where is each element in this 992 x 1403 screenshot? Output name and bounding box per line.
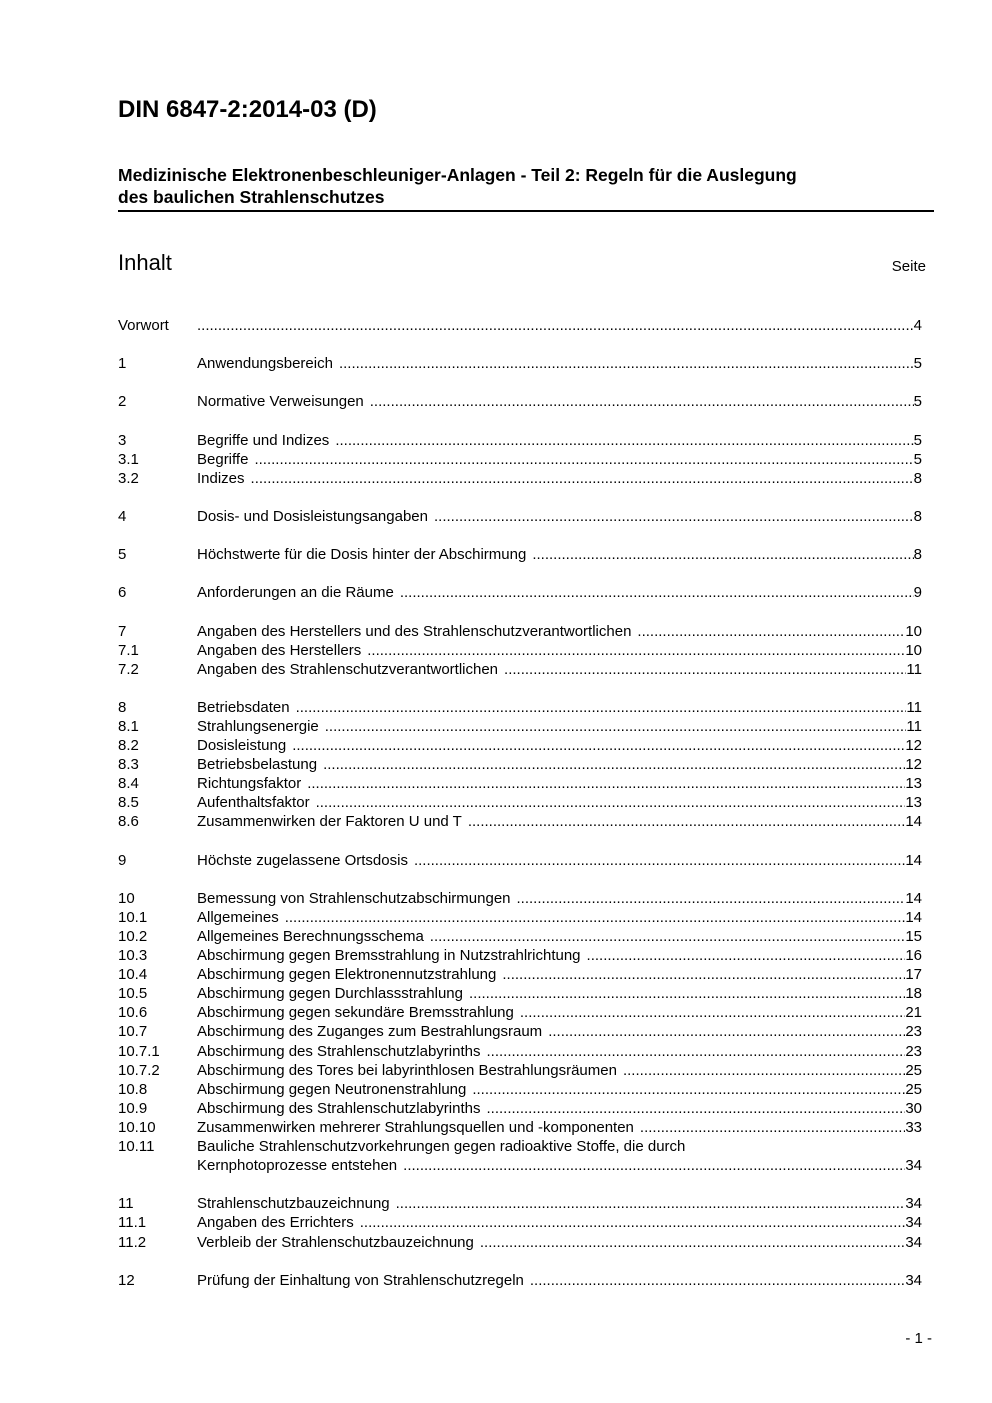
toc-entry-title: Anwendungsbereich xyxy=(197,355,333,373)
toc-entry-title: Prüfung der Einhaltung von Strahlenschutzregeln xyxy=(197,1271,524,1289)
toc-entry-number: 10.6 xyxy=(118,1004,148,1022)
toc-entry-title: Richtungsfaktor xyxy=(197,775,302,793)
toc-entry-title: Bauliche Strahlenschutzvorkehrungen gegen radioaktive Stoffe, die durch xyxy=(197,1138,686,1156)
toc-entry-number: 10.8 xyxy=(118,1080,148,1098)
toc-entry[interactable] xyxy=(118,927,922,946)
toc-entry-number: 10.7.1 xyxy=(118,1042,160,1060)
toc-entry-number: 8.2 xyxy=(118,737,139,755)
toc-entry-line xyxy=(197,812,922,831)
toc-entry-number: 3 xyxy=(118,431,127,449)
toc-leader-dots xyxy=(251,469,914,488)
toc-entry-page: 9 xyxy=(913,584,922,602)
toc-entry-page: 15 xyxy=(905,928,922,945)
toc-entry-page: 25 xyxy=(905,1080,922,1098)
toc-entry-line xyxy=(197,1156,922,1175)
toc-entry-page: 11 xyxy=(906,698,922,716)
toc-entry-title: Abschirmung gegen Bremsstrahlung in Nutzstrahlrichtung xyxy=(197,947,581,965)
toc-entry-line xyxy=(197,1271,922,1290)
toc-leader-dots xyxy=(587,946,906,965)
toc-entry-number: 10.7.2 xyxy=(118,1061,160,1079)
toc-entry[interactable] xyxy=(118,583,922,602)
toc-leader-dots xyxy=(430,927,906,946)
toc-heading: Inhalt xyxy=(118,250,172,275)
table-of-contents xyxy=(118,316,922,1290)
toc-entry-number: 8.3 xyxy=(118,756,139,774)
toc-entry-number: 10.7 xyxy=(118,1023,148,1041)
toc-entry-page: 12 xyxy=(905,737,922,755)
toc-entry[interactable] xyxy=(118,812,922,831)
toc-entry-page: 8 xyxy=(913,507,922,525)
toc-entry[interactable] xyxy=(118,774,922,793)
toc-entry[interactable] xyxy=(118,1003,922,1022)
toc-entry-page: 23 xyxy=(905,1042,922,1060)
toc-entry-line xyxy=(197,622,922,641)
toc-leader-dots xyxy=(296,698,907,717)
toc-entry-title: Allgemeines Berechnungsschema xyxy=(197,928,424,945)
toc-entry-line xyxy=(197,431,922,450)
toc-entry-line xyxy=(197,392,922,411)
toc-entry-line xyxy=(197,1099,922,1118)
toc-entry-page: 13 xyxy=(905,794,922,812)
toc-entry-title: Strahlungsenergie xyxy=(197,717,319,735)
toc-entry[interactable] xyxy=(118,545,922,564)
toc-entry-line xyxy=(197,1080,922,1099)
toc-entry-line xyxy=(197,755,922,774)
toc-leader-dots xyxy=(480,1233,905,1252)
toc-entry-number: 7.2 xyxy=(118,660,139,678)
document-title: DIN 6847-2:2014-03 (D) xyxy=(118,96,377,123)
toc-entry-title: Verbleib der Strahlenschutzbauzeichnung xyxy=(197,1233,474,1251)
toc-entry-line xyxy=(197,1061,922,1080)
toc-entry-line xyxy=(197,660,922,679)
toc-entry-line xyxy=(197,641,922,660)
toc-entry-number: 7 xyxy=(118,622,127,640)
toc-entry-page: 10 xyxy=(905,641,922,659)
toc-entry-number: 10.11 xyxy=(118,1138,155,1156)
toc-leader-dots xyxy=(339,354,914,373)
toc-entry-number: 10 xyxy=(118,889,135,907)
toc-entry-number: 10.10 xyxy=(118,1118,156,1136)
toc-entry-title: Angaben des Strahlenschutzverantwortlichen xyxy=(197,660,499,678)
toc-entry[interactable] xyxy=(118,507,922,526)
toc-entry-line xyxy=(197,469,922,488)
toc-entry-number: 6 xyxy=(118,584,127,602)
toc-entry-page: 4 xyxy=(913,317,922,334)
toc-entry-number: 8.1 xyxy=(118,717,139,735)
toc-leader-dots xyxy=(520,1003,905,1022)
toc-entry[interactable] xyxy=(118,717,922,736)
toc-entry-page: 14 xyxy=(905,889,922,907)
toc-entry-title: Abschirmung des Tores bei labyrinthlosen Bestrahlungsräumen xyxy=(197,1061,617,1079)
toc-entry[interactable] xyxy=(118,622,922,641)
toc-entry-title: Aufenthaltsfaktor xyxy=(197,794,310,812)
toc-entry-line xyxy=(197,354,922,373)
toc-entry-page: 21 xyxy=(905,1004,922,1022)
toc-entry-title: Begriffe und Indizes xyxy=(197,431,330,449)
toc-entry-page: 33 xyxy=(905,1118,922,1136)
toc-entry-number: 11 xyxy=(118,1195,134,1213)
toc-entry-title: Dosis- und Dosisleistungsangaben xyxy=(197,507,428,525)
toc-entry-number: 5 xyxy=(118,546,127,564)
toc-leader-dots xyxy=(530,1271,905,1290)
toc-entry-number: 8.6 xyxy=(118,813,139,831)
toc-entry-line xyxy=(197,698,922,717)
toc-entry-number: 3.1 xyxy=(118,450,139,468)
toc-leader-dots xyxy=(197,316,914,335)
toc-entry[interactable] xyxy=(118,469,922,488)
toc-entry-title: Kernphotoprozesse entstehen xyxy=(197,1157,398,1175)
toc-leader-dots xyxy=(403,1156,905,1175)
toc-entry-page: 34 xyxy=(905,1195,922,1213)
toc-entry-line xyxy=(197,1042,922,1061)
toc-entry-page: 18 xyxy=(905,985,922,1003)
document-subtitle xyxy=(118,164,934,212)
toc-entry-page: 5 xyxy=(913,355,922,373)
toc-entry-number: 8.4 xyxy=(118,775,139,793)
toc-entry-number: 10.4 xyxy=(118,966,148,984)
toc-entry[interactable] xyxy=(118,450,922,469)
toc-entry-title: Abschirmung gegen Durchlassstrahlung xyxy=(197,985,463,1003)
toc-entry-title: Abschirmung gegen Elektronennutzstrahlung xyxy=(197,966,497,984)
toc-entry-title: Höchstwerte für die Dosis hinter der Abschirmung xyxy=(197,546,527,564)
toc-entry-number: 7.1 xyxy=(118,641,139,659)
toc-entry-number: 3.2 xyxy=(118,469,139,487)
toc-entry[interactable] xyxy=(118,1194,922,1213)
toc-entry-page: 14 xyxy=(905,908,922,926)
toc-entry-title: Betriebsdaten xyxy=(197,698,290,716)
toc-leader-dots xyxy=(370,392,914,411)
toc-entry-title: Dosisleistung xyxy=(197,737,287,755)
toc-leader-dots xyxy=(623,1061,905,1080)
toc-leader-dots xyxy=(360,1213,906,1232)
subtitle-line-1: Medizinische Elektronenbeschleuniger-Anlagen - Teil 2: Regeln für die Auslegung xyxy=(118,165,797,185)
toc-entry[interactable] xyxy=(118,1022,922,1041)
toc-entry[interactable] xyxy=(118,1118,922,1137)
toc-entry[interactable] xyxy=(118,889,922,908)
toc-entry-page: 5 xyxy=(913,431,922,449)
toc-entry-page: 17 xyxy=(905,966,922,984)
toc-entry-page: 5 xyxy=(913,393,922,411)
toc-entry-title: Angaben des Herstellers und des Strahlenschutzverantwortlichen xyxy=(197,622,632,640)
toc-entry-number: 8 xyxy=(118,698,127,716)
toc-entry-page: 11 xyxy=(906,660,922,678)
toc-entry-line xyxy=(197,507,922,526)
toc-entry-line xyxy=(197,793,922,812)
toc-entry-page: 25 xyxy=(905,1061,922,1079)
toc-entry-number: 2 xyxy=(118,393,127,411)
toc-entry-line xyxy=(197,908,922,927)
toc-entry-number: 9 xyxy=(118,851,127,869)
toc-entry-title: Strahlenschutzbauzeichnung xyxy=(197,1195,390,1213)
toc-entry[interactable] xyxy=(118,354,922,373)
toc-leader-dots xyxy=(400,583,914,602)
toc-entry-title: Anforderungen an die Räume xyxy=(197,584,394,602)
toc-entry-page: 34 xyxy=(905,1157,922,1175)
toc-entry-line xyxy=(197,1233,922,1252)
toc-entry-page: 8 xyxy=(913,469,922,487)
toc-leader-dots xyxy=(396,1194,906,1213)
toc-entry-line xyxy=(197,736,922,755)
toc-entry[interactable] xyxy=(118,698,922,717)
toc-leader-dots xyxy=(367,641,905,660)
toc-entry[interactable] xyxy=(118,946,922,965)
toc-entry[interactable] xyxy=(118,1213,922,1232)
toc-entry[interactable] xyxy=(118,908,922,927)
toc-entry-title: Höchste zugelassene Ortsdosis xyxy=(197,851,408,869)
toc-entry-title: Allgemeines xyxy=(197,908,279,926)
toc-entry-title: Zusammenwirken mehrerer Strahlungsquellen und -komponenten xyxy=(197,1118,634,1136)
toc-entry-page: 5 xyxy=(913,450,922,468)
toc-entry[interactable] xyxy=(118,1061,922,1080)
toc-leader-dots xyxy=(486,1099,905,1118)
toc-entry-number: 10.9 xyxy=(118,1099,148,1117)
toc-entry-title: Abschirmung des Strahlenschutzlabyrinths xyxy=(197,1099,481,1117)
toc-entry-page: 8 xyxy=(913,546,922,564)
toc-entry-line xyxy=(197,316,922,335)
toc-entry-page: 30 xyxy=(905,1099,922,1117)
subtitle-line-2: des baulichen Strahlenschutzes xyxy=(118,187,385,207)
toc-entry-number: 1 xyxy=(118,355,127,373)
toc-entry-line xyxy=(197,927,922,946)
toc-entry-number: 8.5 xyxy=(118,794,139,812)
toc-entry[interactable] xyxy=(118,1233,922,1252)
toc-leader-dots xyxy=(325,717,907,736)
toc-entry-title: Abschirmung gegen sekundäre Bremsstrahlung xyxy=(197,1004,514,1022)
toc-entry-title: Begriffe xyxy=(197,450,249,468)
toc-leader-dots xyxy=(468,812,905,831)
toc-entry-page: 10 xyxy=(905,622,922,640)
toc-entry-line xyxy=(197,984,922,1003)
toc-entry-title: Abschirmung des Strahlenschutzlabyrinths xyxy=(197,1042,481,1060)
page-column-label: Seite xyxy=(891,258,926,275)
toc-leader-dots xyxy=(316,793,906,812)
toc-entry-line xyxy=(197,774,922,793)
toc-entry-line xyxy=(197,965,922,984)
toc-entry-line xyxy=(197,946,922,965)
toc-entry-title: Angaben des Herstellers xyxy=(197,641,362,659)
toc-leader-dots xyxy=(307,774,905,793)
toc-entry-number: 10.5 xyxy=(118,985,148,1003)
toc-entry[interactable] xyxy=(118,1271,922,1290)
toc-entry-line xyxy=(197,851,922,870)
toc-entry[interactable] xyxy=(118,851,922,870)
toc-leader-dots xyxy=(504,660,906,679)
toc-entry-title: Bemessung von Strahlenschutzabschirmungen xyxy=(197,889,511,907)
toc-entry[interactable] xyxy=(118,793,922,812)
toc-entry-line xyxy=(197,583,922,602)
toc-entry[interactable] xyxy=(118,1080,922,1099)
toc-entry[interactable] xyxy=(118,1099,922,1118)
toc-entry-page: 14 xyxy=(905,813,922,831)
toc-entry[interactable] xyxy=(118,736,922,755)
toc-entry-line xyxy=(197,1003,922,1022)
toc-leader-dots xyxy=(548,1022,905,1041)
toc-entry[interactable] xyxy=(118,755,922,774)
toc-entry-continuation[interactable] xyxy=(118,1156,922,1175)
toc-leader-dots xyxy=(285,908,906,927)
toc-entry[interactable] xyxy=(118,965,922,984)
toc-leader-dots xyxy=(434,507,914,526)
toc-leader-dots xyxy=(414,851,905,870)
toc-leader-dots xyxy=(517,889,906,908)
page-number: - 1 - xyxy=(905,1330,932,1347)
toc-entry-page: 23 xyxy=(905,1023,922,1041)
toc-entry-number: Vorwort xyxy=(118,317,169,334)
toc-entry-number: 10.2 xyxy=(118,928,148,945)
toc-leader-dots xyxy=(335,431,913,450)
toc-entry-line xyxy=(197,717,922,736)
toc-leader-dots xyxy=(486,1042,905,1061)
toc-entry-page: 34 xyxy=(905,1233,922,1251)
toc-leader-dots xyxy=(637,622,905,641)
toc-entry[interactable] xyxy=(118,431,922,450)
toc-entry-title: Zusammenwirken der Faktoren U und T xyxy=(197,813,462,831)
toc-entry[interactable] xyxy=(118,1042,922,1061)
toc-entry-line xyxy=(197,545,922,564)
toc-entry-title: Abschirmung gegen Neutronenstrahlung xyxy=(197,1080,467,1098)
toc-entry-title: Angaben des Errichters xyxy=(197,1214,354,1232)
toc-entry[interactable] xyxy=(118,392,922,411)
toc-entry-number: 10.3 xyxy=(118,947,148,965)
toc-entry-title: Indizes xyxy=(197,469,245,487)
toc-leader-dots xyxy=(502,965,905,984)
toc-leader-dots xyxy=(472,1080,905,1099)
toc-leader-dots xyxy=(254,450,913,469)
toc-entry[interactable] xyxy=(118,1137,922,1156)
toc-entry-number: 4 xyxy=(118,507,127,525)
toc-leader-dots xyxy=(292,736,905,755)
toc-entry-title: Abschirmung des Zuganges zum Bestrahlungsraum xyxy=(197,1023,543,1041)
toc-entry-page: 13 xyxy=(905,775,922,793)
toc-entry-line xyxy=(197,450,922,469)
toc-entry[interactable] xyxy=(118,660,922,679)
toc-entry-page: 11 xyxy=(906,717,922,735)
toc-entry-page: 34 xyxy=(905,1214,922,1232)
toc-entry-number: 10.1 xyxy=(118,908,148,926)
toc-entry-title: Betriebsbelastung xyxy=(197,756,318,774)
toc-entry-line xyxy=(197,1118,922,1137)
toc-entry[interactable] xyxy=(118,641,922,660)
toc-leader-dots xyxy=(532,545,913,564)
toc-entry-line xyxy=(197,889,922,908)
toc-entry-title: Normative Verweisungen xyxy=(197,393,364,411)
toc-entry-line xyxy=(197,1022,922,1041)
toc-leader-dots xyxy=(469,984,905,1003)
toc-entry-number: 11.1 xyxy=(118,1214,147,1232)
toc-entry-page: 12 xyxy=(905,756,922,774)
toc-entry-number: 12 xyxy=(118,1271,135,1289)
toc-entry[interactable] xyxy=(118,316,922,335)
toc-leader-dots xyxy=(323,755,905,774)
toc-entry-line xyxy=(197,1194,922,1213)
toc-entry-number: 11.2 xyxy=(118,1233,147,1251)
toc-entry-page: 14 xyxy=(905,851,922,869)
toc-entry-line xyxy=(197,1213,922,1232)
toc-entry-page: 16 xyxy=(905,947,922,965)
toc-entry[interactable] xyxy=(118,984,922,1003)
toc-leader-dots xyxy=(640,1118,905,1137)
toc-entry-page: 34 xyxy=(905,1271,922,1289)
